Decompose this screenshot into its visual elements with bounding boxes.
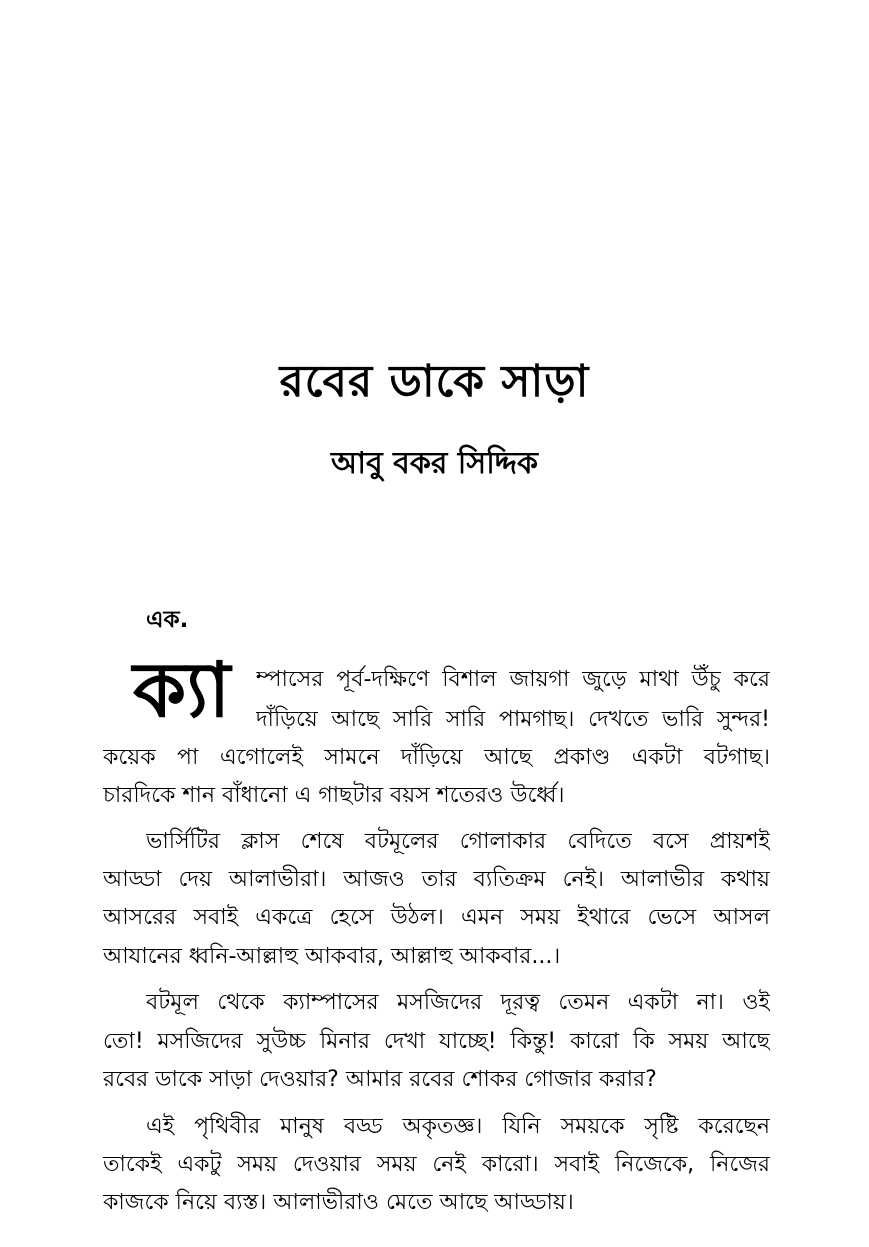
paragraph-1-line-3: কয়েক পা এগোলেই সামনে দাঁড়িয়ে আছে প্রকাণ্ড একটা বটগাছ। [103,745,770,770]
chapter-heading: এক. [146,607,189,633]
paragraph-3-line-3: রবের ডাকে সাড়া দেওয়ার? আমার রবের শোকর গোজার করার? [103,1067,657,1092]
paragraph-1-line-4: চারদিকে শান বাঁধানো এ গাছটার বয়স শতেরও উর্ধ্বে। [103,783,565,808]
drop-cap: ক্যা [133,645,231,734]
paragraph-3-line-2: তো! মসজিদের সুউচ্চ মিনার দেখা যাচ্ছে! কিন্তু! কারো কি সময় আছে [103,1029,770,1054]
paragraph-2-line-3: আসরের সবাই একত্রে হেসে উঠল। এমন সময় ইথারে ভেসে আসল [103,905,770,930]
paragraph-1-line-1: ম্পাসের পূর্ব-দক্ষিণে বিশাল জায়গা জুড়ে মাথা উঁচু করে [256,667,770,692]
paragraph-3-line-1: বটমূল থেকে ক্যাম্পাসের মসজিদের দূরত্ব তেমন একটা না। ওই [146,990,770,1015]
paragraph-4-line-3: কাজকে নিয়ে ব্যস্ত। আলাভীরাও মেতে আছে আড্ডায়। [103,1190,574,1215]
book-title: রবের ডাকে সাড়া [279,356,590,407]
paragraph-4-line-2: তাকেই একটু সময় দেওয়ার সময় নেই কারো। সবাই নিজেকে, নিজের [103,1152,770,1177]
author-name: আবু বকর সিদ্দিক [331,446,538,481]
paragraph-2-line-2: আড্ডা দেয় আলাভীরা। আজও তার ব্যতিক্রম নেই। আলাভীর কথায় [103,867,770,892]
paragraph-2-line-4: আযানের ধ্বনি-আল্লাহু আকবার, আল্লাহু আকবার...। [103,944,561,969]
paragraph-2-line-1: ভার্সিটির ক্লাস শেষে বটমূলের গোলাকার বেদিতে বসে প্রায়শই [146,829,770,854]
paragraph-1-line-2: দাঁড়িয়ে আছে সারি সারি পামগাছ। দেখতে ভারি সুন্দর! [256,707,770,732]
paragraph-4-line-1: এই পৃথিবীর মানুষ বড্ড অকৃতজ্ঞ। যিনি সময়কে সৃষ্টি করেছেন [146,1114,770,1139]
